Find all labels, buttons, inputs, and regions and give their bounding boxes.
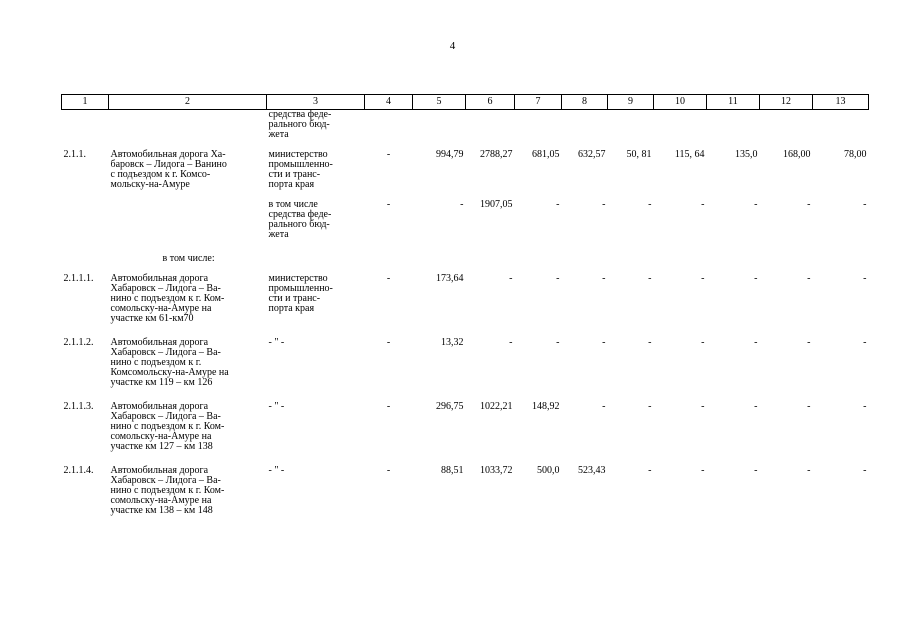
value-cell-col-9: 50, 81 <box>626 149 652 160</box>
row-name: Автомобильная дорога Хабаровск – Лидога – Ва- нино с подъездом к г. Комсомольску-на-Амуре на участке км 119 – км 126 <box>110 337 229 388</box>
value-cell-col-7 <box>515 246 562 270</box>
value-cell-col-5: - <box>460 199 464 210</box>
column-header-2: 2 <box>109 95 267 110</box>
column-header-4: 4 <box>365 95 413 110</box>
value-cell-col-10: - <box>701 401 705 412</box>
table-row <box>62 270 869 334</box>
value-cell-col-11: - <box>754 465 758 476</box>
value-cell-col-11: 135,0 <box>735 149 758 160</box>
value-cell-col-8 <box>562 246 608 270</box>
table-row <box>62 462 869 526</box>
column-header-7: 7 <box>515 95 562 110</box>
row-executor: министерство промышленно- сти и транс- порта края <box>268 273 333 314</box>
value-cell-col-4: - <box>386 401 391 412</box>
table-row <box>62 246 869 270</box>
value-cell-col-5: 13,32 <box>441 337 464 348</box>
value-cell-col-8: 523,43 <box>578 465 606 476</box>
value-cell-col-11 <box>707 246 760 270</box>
table-row <box>62 110 869 147</box>
column-header-13: 13 <box>813 95 869 110</box>
row-executor: - " - <box>268 401 285 412</box>
value-cell-col-12: 168,00 <box>783 149 811 160</box>
value-cell-col-7: 681,05 <box>532 149 560 160</box>
value-cell-col-6: 1907,05 <box>480 199 513 210</box>
table-header <box>62 95 869 110</box>
row-code: 2.1.1.2. <box>63 337 94 348</box>
value-cell-col-10 <box>654 110 707 147</box>
value-cell-col-8: - <box>602 337 606 348</box>
row-code <box>62 246 109 270</box>
value-cell-col-8: 632,57 <box>578 149 606 160</box>
value-cell-col-12: - <box>807 401 811 412</box>
value-cell-col-9: - <box>648 273 652 284</box>
value-cell-col-13 <box>813 110 869 147</box>
column-header-11: 11 <box>707 95 760 110</box>
value-cell-col-11: - <box>754 337 758 348</box>
value-cell-col-4: - <box>386 465 391 476</box>
value-cell-col-5 <box>413 110 466 147</box>
value-cell-col-5 <box>413 246 466 270</box>
column-header-6: 6 <box>466 95 515 110</box>
value-cell-col-6: 1022,21 <box>480 401 513 412</box>
row-code <box>62 110 109 147</box>
value-cell-col-13: - <box>863 401 867 412</box>
row-name: Автомобильная дорога Ха- баровск – Лидога – Ванино с подъездом к г. Комсо- мольску-на-Амуре <box>110 149 227 190</box>
value-cell-col-6 <box>466 110 515 147</box>
value-cell-col-5: 173,64 <box>436 273 464 284</box>
row-executor: министерство промышленно- сти и транс- порта края <box>268 149 333 190</box>
value-cell-col-5: 296,75 <box>436 401 464 412</box>
value-cell-col-13: 78,00 <box>844 149 867 160</box>
value-cell-col-10: - <box>701 465 705 476</box>
table-row <box>62 398 869 462</box>
value-cell-col-12: - <box>807 199 811 210</box>
row-code: 2.1.1. <box>63 149 86 160</box>
row-name: Автомобильная дорога Хабаровск – Лидога – Ва- нино с подъездом к г. Ком- сомольску-на-Амуре на участке км 138 – км 148 <box>110 465 225 516</box>
value-cell-col-8 <box>562 110 608 147</box>
value-cell-col-7: - <box>556 273 560 284</box>
value-cell-col-12: - <box>807 465 811 476</box>
value-cell-col-11 <box>707 110 760 147</box>
value-cell-col-4: - <box>386 149 391 160</box>
value-cell-col-12: - <box>807 337 811 348</box>
value-cell-col-6: 2788,27 <box>480 149 513 160</box>
row-name <box>109 196 267 246</box>
value-cell-col-4: - <box>386 273 391 284</box>
row-code <box>62 196 109 246</box>
table-row <box>62 196 869 246</box>
value-cell-col-7: 500,0 <box>537 465 560 476</box>
value-cell-col-6: 1033,72 <box>480 465 513 476</box>
value-cell-col-12 <box>760 246 813 270</box>
row-executor: в том числе средства феде- рального бюд- жета <box>268 199 332 240</box>
value-cell-col-12 <box>760 110 813 147</box>
value-cell-col-10: - <box>701 199 705 210</box>
value-cell-col-6 <box>466 246 515 270</box>
column-header-12: 12 <box>760 95 813 110</box>
value-cell-col-8: - <box>602 273 606 284</box>
row-name: Автомобильная дорога Хабаровск – Лидога – Ва- нино с подъездом к г. Ком- сомольску-на-Амуре на участке км 127 – км 138 <box>110 401 225 452</box>
value-cell-col-13: - <box>863 199 867 210</box>
value-cell-col-7 <box>515 110 562 147</box>
value-cell-col-11: - <box>754 273 758 284</box>
column-header-10: 10 <box>654 95 707 110</box>
column-header-3: 3 <box>267 95 365 110</box>
row-executor <box>267 246 365 270</box>
value-cell-col-9 <box>608 110 654 147</box>
value-cell-col-10 <box>654 246 707 270</box>
value-cell-col-11: - <box>754 401 758 412</box>
row-code: 2.1.1.1. <box>63 273 94 284</box>
value-cell-col-13 <box>813 246 869 270</box>
program-table <box>61 94 869 526</box>
value-cell-col-6: - <box>509 273 513 284</box>
value-cell-col-10: - <box>701 337 705 348</box>
row-executor: - " - <box>268 337 285 348</box>
value-cell-col-6: - <box>509 337 513 348</box>
value-cell-col-9 <box>608 246 654 270</box>
value-cell-col-9: - <box>648 337 652 348</box>
column-header-1: 1 <box>62 95 109 110</box>
row-name: Автомобильная дорога Хабаровск – Лидога – Ва- нино с подъездом к г. Ком- сомольску-на-Амуре на участке км 61-км70 <box>110 273 225 324</box>
value-cell-col-10: - <box>701 273 705 284</box>
row-executor: - " - <box>268 465 285 476</box>
value-cell-col-9: - <box>648 199 652 210</box>
value-cell-col-4: - <box>386 199 391 210</box>
value-cell-col-8: - <box>602 401 606 412</box>
row-executor: средства феде- рального бюд- жета <box>268 109 332 140</box>
table-body <box>62 110 869 527</box>
page-number: 4 <box>449 40 456 52</box>
value-cell-col-11: - <box>754 199 758 210</box>
column-header-8: 8 <box>562 95 608 110</box>
column-header-9: 9 <box>608 95 654 110</box>
row-code: 2.1.1.4. <box>63 465 94 476</box>
value-cell-col-9: - <box>648 401 652 412</box>
value-cell-col-13: - <box>863 273 867 284</box>
value-cell-col-12: - <box>807 273 811 284</box>
table-row <box>62 334 869 398</box>
column-header-5: 5 <box>413 95 466 110</box>
value-cell-col-4: - <box>386 337 391 348</box>
value-cell-col-9: - <box>648 465 652 476</box>
value-cell-col-13: - <box>863 465 867 476</box>
row-name: в том числе: <box>162 253 215 264</box>
value-cell-col-5: 994,79 <box>436 149 464 160</box>
value-cell-col-7: 148,92 <box>532 401 560 412</box>
value-cell-col-7: - <box>556 337 560 348</box>
value-cell-col-7: - <box>556 199 560 210</box>
value-cell-col-5: 88,51 <box>441 465 464 476</box>
row-code: 2.1.1.3. <box>63 401 94 412</box>
row-name <box>109 110 267 147</box>
value-cell-col-4 <box>365 110 413 147</box>
header-row <box>62 95 869 110</box>
value-cell-col-8: - <box>602 199 606 210</box>
value-cell-col-10: 115, 64 <box>674 149 705 160</box>
value-cell-col-4 <box>365 246 413 270</box>
value-cell-col-13: - <box>863 337 867 348</box>
table-row <box>62 146 869 196</box>
